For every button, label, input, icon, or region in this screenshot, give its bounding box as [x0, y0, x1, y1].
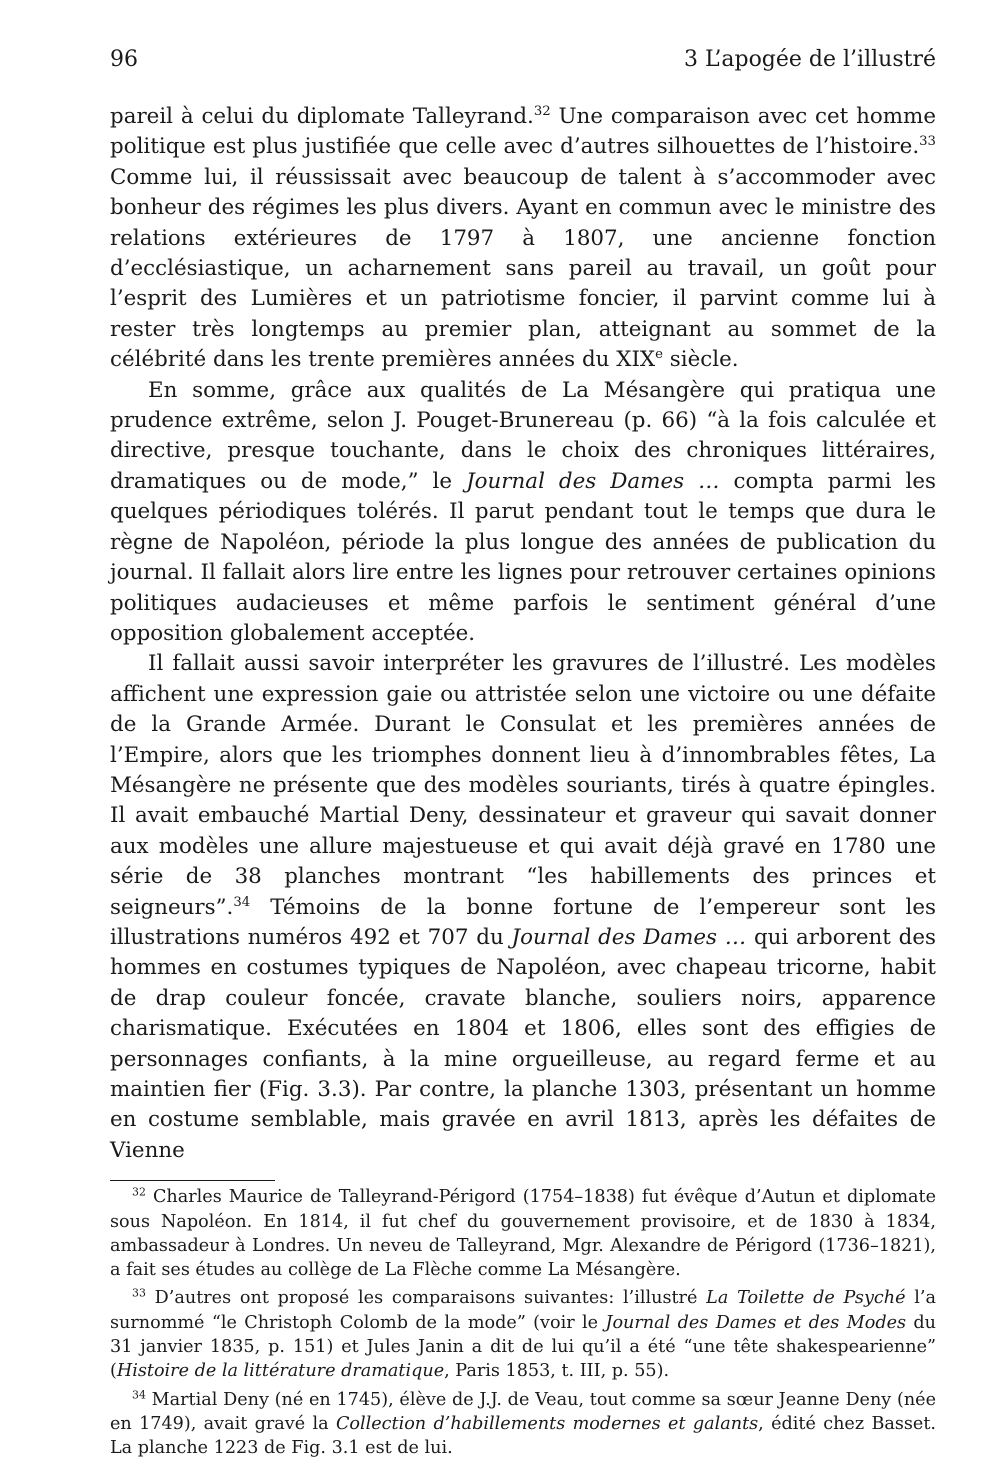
footnotes	[110, 1185, 936, 1460]
paragraph-3	[110, 649, 936, 1166]
paragraph-2	[110, 376, 936, 650]
footnote-text: , édité chez Basset. La planche 1223 de Fig. 3.1 est de lui.	[110, 1413, 936, 1459]
footnote-text: Martial Deny (né en 1745), élève de J.J. de Veau, tout comme sa sœur Jeanne Deny (née en 1749), avait gravé la	[110, 1389, 936, 1434]
footnote-text: Charles Maurice de Talleyrand-Périgord (1754–1838) fut évêque d’Autun et diplomate sous Napoléon. En 1814, il fut chef du gouvernement provisoire, et de 1830 à 1834, ambassadeur à Londres. Un neveu de Talleyrand, Mgr. Alexandre de Périgord (1736–1821), a fait ses études au collège de La Flèche comme La Mésangère.	[110, 1187, 936, 1281]
footnote-text: l’a surnommé “le Christoph Colomb de la mode” (voir le	[110, 1288, 936, 1333]
italic-title: Journal des Dames …	[466, 468, 720, 494]
footnote-ref-32[interactable]: 32	[533, 103, 551, 119]
text-run: Comme lui, il réussissait avec beaucoup de talent à s’accommoder avec bonheur des régimes les plus divers. Ayant en commun avec le ministre des relations extérieures de 1797 à 1807, une ancienne fonction d’ecclésiastique, un acharnement sans pareil au travail, un goût pour l’esprit des Lumières et un patriotisme foncier, il parvint comme lui à rester très longtemps au premier plan, atteignant au sommet de la célébrité dans les trente premières années du XIX	[110, 164, 936, 373]
italic-title: Journal des Dames …	[511, 924, 747, 950]
superscript-e: e	[655, 347, 663, 363]
text-run: Il fallait aussi savoir interpréter les gravures de l’illustré. Les modèles affichent une expression gaie ou attristée selon une victoire ou une défaite de la Grande Armée. Durant le Consulat et les premières années de l’Empire, alors que les triomphes donnent lieu à d’innombrables fêtes, La Mésangère ne présente que des modèles souriants, tirés à quatre épingles. Il avait embauché Martial Deny, dessinateur et graveur qui savait donner aux modèles une allure majestueuse et qui avait déjà gravé en 1780 une série de 38 planches montrant “les habillements des princes et seigneurs”.	[110, 651, 936, 920]
paragraph-1	[110, 102, 936, 376]
italic-title: Collection d’habillements modernes et galants	[335, 1413, 759, 1434]
footnote-divider	[110, 1180, 275, 1181]
text-run: En somme, grâce aux qualités de La Mésangère qui pratiqua une prudence extrême, selon J. Pouget-Brunereau (p. 66) “à la fois calculée et directive, presque touchante, dans le choix des chroniques littéraires, dramatiques ou de mode,” le	[110, 377, 936, 494]
page-number: 96	[110, 47, 138, 72]
text-run: qui arborent des hommes en costumes typiques de Napoléon, avec chapeau tricorne, habit de drap couleur foncée, cravate blanche, souliers noirs, apparence charismatique. Exécutées en 1804 et 1806, elles sont des effigies de personnages confiants, à la mine orgueilleuse, au regard ferme et au maintien fier (Fig. 3.3). Par contre, la planche 1303, présentant un homme en costume semblable, mais gravée en avril 1813, après les défaites de Vienne	[110, 924, 936, 1163]
running-header	[110, 46, 936, 74]
text-run: pareil à celui du diplomate Talleyrand.	[110, 104, 534, 129]
text-run: compta parmi les quelques périodiques tolérés. Il parut pendant tout le temps que dura le règne de Napoléon, période la plus longue des années de publication du journal. Il fallait alors lire entre les lignes pour retrouver certaines opinions politiques audacieuses et même parfois le sentiment général d’une opposition globalement acceptée.	[110, 468, 936, 646]
chapter-title: 3 L’apogée de l’illustré	[684, 47, 936, 72]
italic-title: La Toilette de Psyché	[706, 1288, 906, 1309]
footnote-text: , Paris 1853, t. III, p. 55).	[444, 1361, 670, 1382]
italic-title: Histoire de la littérature dramatique	[116, 1361, 445, 1382]
footnote-number: 34	[132, 1387, 146, 1401]
footnote-text: D’autres ont proposé les comparaisons suivantes: l’illustré	[145, 1288, 707, 1309]
footnote-ref-34[interactable]: 34	[233, 894, 251, 910]
italic-title: Journal des Dames et des Modes	[605, 1312, 907, 1333]
book-page	[110, 46, 936, 1460]
main-text	[110, 102, 936, 1166]
footnote-33	[110, 1286, 936, 1383]
footnote-ref-33[interactable]: 33	[919, 134, 936, 150]
footnote-number: 33	[132, 1286, 146, 1300]
text-run: Une comparaison avec cet homme politique est plus justifiée que celle avec d’autres silhouettes de l’histoire.	[110, 104, 936, 160]
text-run: Témoins de la bonne fortune de l’empereur sont les illustrations numéros 492 et 707 du	[110, 894, 936, 950]
text-run: siècle.	[662, 347, 739, 373]
footnote-32	[110, 1185, 936, 1282]
footnote-text: du 31 janvier 1835, p. 151) et Jules Janin a dit de lui qu’il a été “une tête shakespearienne” (	[110, 1312, 936, 1382]
footnote-34	[110, 1388, 936, 1461]
footnote-number: 32	[132, 1185, 146, 1199]
